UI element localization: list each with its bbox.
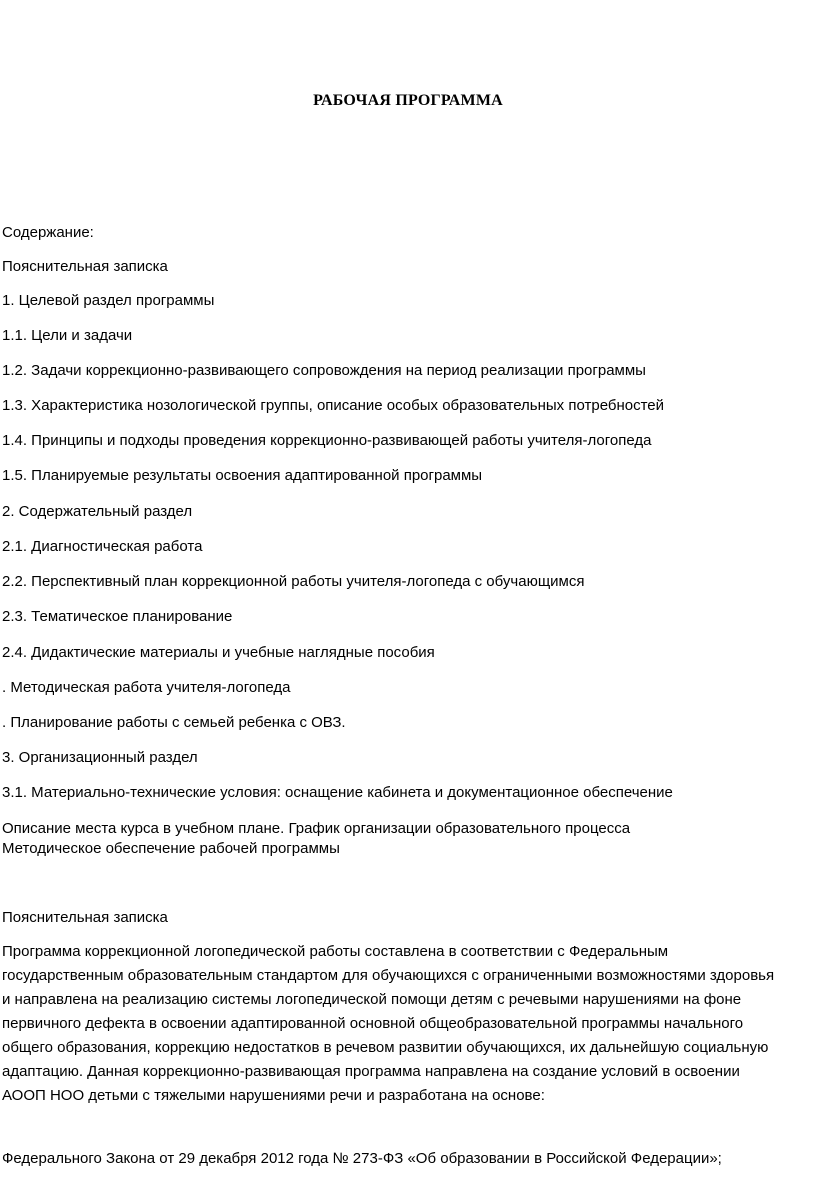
paragraph-line: Программа коррекционной логопедической работы составлена в соответствии с Федеральным bbox=[2, 943, 669, 960]
law-reference-line: Федерального Закона от 29 декабря 2012 года № 273-ФЗ «Об образовании в Российской Федерации»; bbox=[2, 1150, 722, 1167]
toc-item: 1.3. Характеристика нозологической группы, описание особых образовательных потребностей bbox=[2, 397, 665, 414]
toc-item: 2.3. Тематическое планирование bbox=[2, 608, 233, 625]
toc-extra-line: Описание места курса в учебном плане. График организации образовательного процесса bbox=[2, 820, 631, 837]
toc-heading: Содержание: bbox=[2, 224, 94, 241]
paragraph-line: адаптацию. Данная коррекционно-развивающая программа направлена на создание условий в освоении bbox=[2, 1063, 740, 1080]
toc-item: 1.1. Цели и задачи bbox=[2, 327, 133, 344]
toc-item: 2. Содержательный раздел bbox=[2, 503, 193, 520]
section-heading: Пояснительная записка bbox=[2, 909, 168, 926]
toc-item: 1.5. Планируемые результаты освоения адаптированной программы bbox=[2, 467, 483, 484]
toc-item: . Методическая работа учителя-логопеда bbox=[2, 679, 291, 696]
document-title: РАБОЧАЯ ПРОГРАММА bbox=[313, 92, 503, 109]
toc-item: 1. Целевой раздел программы bbox=[2, 292, 215, 309]
toc-item: 2.1. Диагностическая работа bbox=[2, 538, 203, 555]
paragraph-line: первичного дефекта в освоении адаптированной основной общеобразовательной программы начального bbox=[2, 1015, 744, 1032]
paragraph-line: общего образования, коррекцию недостатков в речевом развитии обучающихся, их дальнейшую социальную bbox=[2, 1039, 769, 1056]
toc-item: 3. Организационный раздел bbox=[2, 749, 198, 766]
section-paragraph bbox=[2, 940, 816, 1108]
toc-item: 1.4. Принципы и подходы проведения коррекционно-развивающей работы учителя-логопеда bbox=[2, 432, 652, 449]
paragraph-line: и направлена на реализацию системы логопедической помощи детям с речевыми нарушениями на фоне bbox=[2, 991, 742, 1008]
toc-item: 3.1. Материально-технические условия: оснащение кабинета и документационное обеспечение bbox=[2, 784, 673, 801]
toc-item: 2.4. Дидактические материалы и учебные наглядные пособия bbox=[2, 644, 435, 661]
paragraph-line: государственным образовательным стандартом для обучающихся с ограниченными возможностями здоровья bbox=[2, 967, 775, 984]
toc-item: 2.2. Перспективный план коррекционной работы учителя-логопеда с обучающимся bbox=[2, 573, 585, 590]
toc-item: 1.2. Задачи коррекционно-развивающего сопровождения на период реализации программы bbox=[2, 362, 646, 379]
paragraph-line: АООП НОО детьми с тяжелыми нарушениями речи и разработана на основе: bbox=[2, 1087, 545, 1104]
toc-extra-line: Методическое обеспечение рабочей программы bbox=[2, 840, 340, 857]
toc-item: Пояснительная записка bbox=[2, 258, 168, 275]
toc-item: . Планирование работы с семьей ребенка с ОВЗ. bbox=[2, 714, 346, 731]
